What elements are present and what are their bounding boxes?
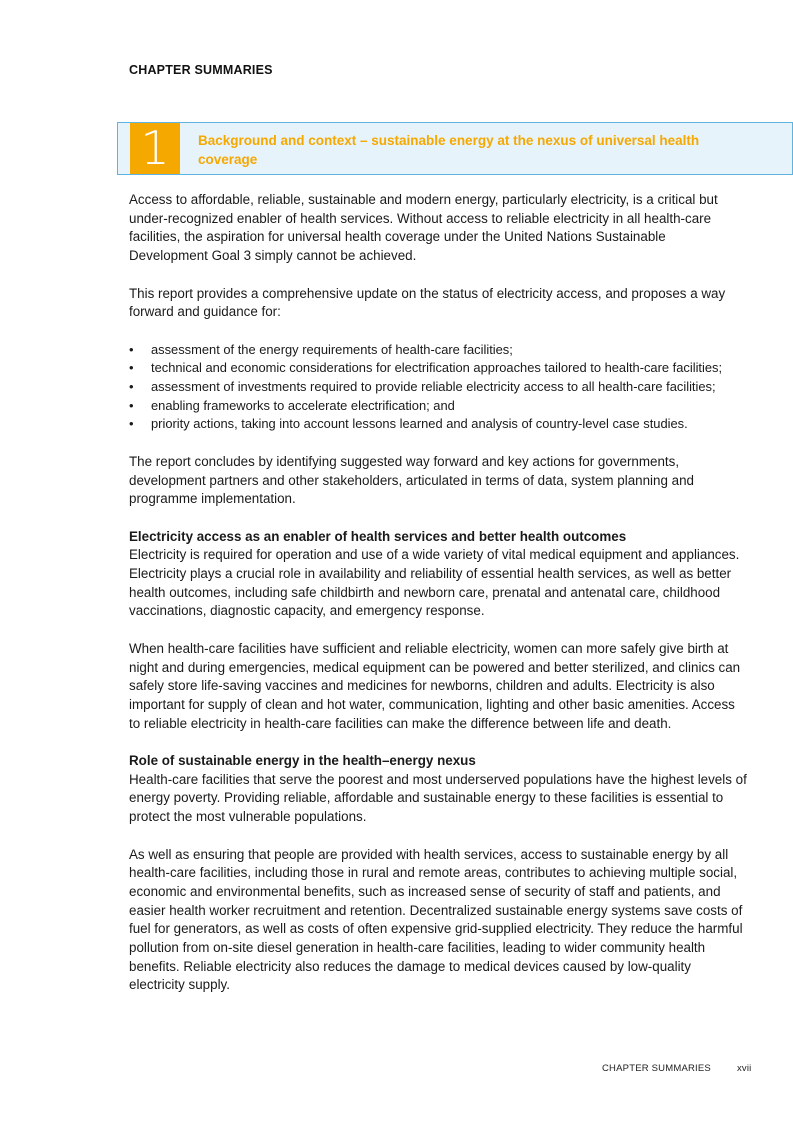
chapter-number: 1 — [130, 123, 180, 174]
footer-label: CHAPTER SUMMARIES — [602, 1063, 711, 1074]
page-number: xvii — [736, 1063, 752, 1074]
page-header: CHAPTER SUMMARIES — [129, 63, 273, 77]
page-footer — [602, 1063, 752, 1074]
section-heading: Electricity access as an enabler of health services and better health outcomes — [129, 528, 627, 544]
list-item: • technical and economic considerations for electrification approaches tailored to health-care facilities; — [129, 359, 747, 378]
section-paragraph: Health-care facilities that serve the poorest and most underserved populations have the highest levels of energy poverty. Providing reliable, affordable and sustainable energy to these facilities is essential to protect the most vulnerable populations. — [129, 771, 747, 825]
intro-paragraph-3: The report concludes by identifying suggested way forward and key actions for governments, development partners and other stakeholders, articulated in terms of data, system planning and programme implementation. — [129, 453, 694, 507]
section-paragraph: Electricity is required for operation and use of a wide variety of vital medical equipment and appliances. Electricity plays a crucial role in availability and reliability of essential health services, as well as better health outcomes, including safe childbirth and newborn care, prenatal and antenatal care, childhood vaccinations, diagnostic capacity, and emergency response. — [129, 547, 740, 619]
section-electricity-access — [129, 528, 747, 622]
list-item: • assessment of investments required to provide reliable electricity access to all health-care facilities; — [129, 378, 747, 397]
guidance-list — [129, 341, 747, 435]
main-content — [129, 191, 747, 1014]
list-item: • enabling frameworks to accelerate electrification; and — [129, 397, 747, 416]
chapter-title: Background and context – sustainable energy at the nexus of universal health coverage — [198, 133, 700, 167]
list-item: • assessment of the energy requirements of health-care facilities; — [129, 341, 747, 360]
list-item: • priority actions, taking into account lessons learned and analysis of country-level case studies. — [129, 415, 747, 434]
section-paragraph: When health-care facilities have sufficient and reliable electricity, women can more safely give birth at night and during emergencies, medical equipment can be powered and better sterilized, and clinics can safely store life-saving vaccines and medicines for newborns, children and adults. Electricity is also important for supply of clean and hot water, communication, lighting and other basic amenities. Access to reliable electricity in health-care facilities can make the difference between life and death. — [129, 640, 741, 731]
intro-paragraph-2: This report provides a comprehensive update on the status of electricity access, and proposes a way forward and guidance for: — [129, 285, 726, 320]
section-heading: Role of sustainable energy in the health–energy nexus — [129, 753, 476, 768]
section-paragraph: As well as ensuring that people are provided with health services, access to sustainable energy by all health-care facilities, including those in rural and remote areas, contributes to achieving multiple social, economic and environmental benefits, such as increased sense of security of staff and patients, and easier health worker recruitment and retention. Decentralized sustainable energy systems save costs of fuel for generators, as well as costs of often expensive grid-supplied electricity. They reduce the harmful pollution from on-site diesel generation in health-care facilities, leading to wider community health benefits. Reliable electricity also reduces the damage to medical devices caused by low-quality electricity supply. — [129, 846, 743, 993]
section-sustainable-energy — [129, 752, 747, 827]
chapter-title-box — [117, 122, 793, 175]
intro-paragraph-1: Access to affordable, reliable, sustainable and modern energy, particularly electricity, is a critical but under-recognized enabler of health services. Without access to reliable electricity in all health-care facilities, the aspiration for universal health coverage under the United Nations Sustainable Development Goal 3 simply cannot be achieved. — [129, 192, 718, 264]
